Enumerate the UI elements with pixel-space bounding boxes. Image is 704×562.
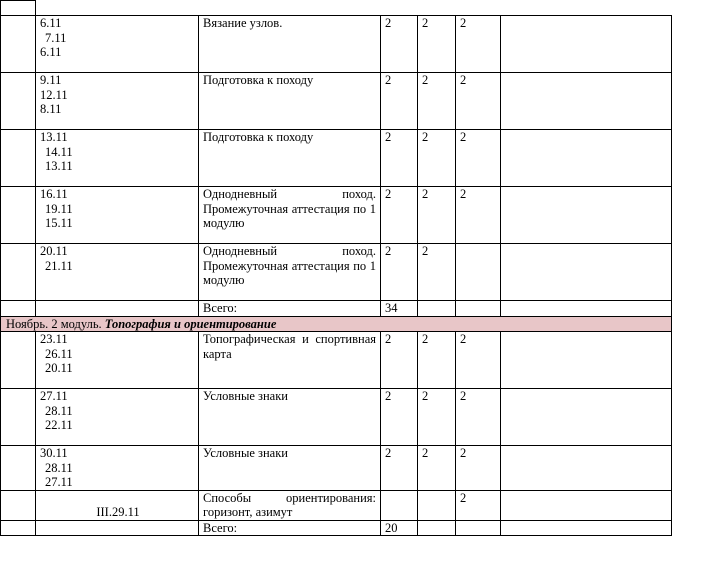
date: 13.11 xyxy=(45,159,73,173)
hours-cell: 2 xyxy=(418,446,456,491)
lesson-topic: Способы ориентирования: горизонт, азимут xyxy=(199,490,381,520)
date: 26.11 xyxy=(45,346,73,361)
lesson-dates xyxy=(36,130,199,187)
hours-cell: 2 xyxy=(418,130,456,187)
cell-empty xyxy=(456,520,501,536)
notes-cell xyxy=(501,16,672,73)
total-row xyxy=(1,520,672,536)
hours-cell: 2 xyxy=(418,389,456,446)
hours-cell: 2 xyxy=(456,389,501,446)
hours-cell xyxy=(456,244,501,301)
date: 6.11 xyxy=(40,16,62,30)
lesson-topic: Однодневный поход. Промежуточная аттестация по 1 модулю xyxy=(199,187,381,244)
date: 27.11 xyxy=(40,389,68,403)
lesson-dates xyxy=(36,332,199,389)
date: 28.11 xyxy=(45,460,73,475)
cell-empty xyxy=(456,301,501,317)
lesson-topic: Вязание узлов. xyxy=(199,16,381,73)
hours-cell: 2 xyxy=(381,73,418,130)
cell-num xyxy=(1,301,36,317)
lesson-topic: Однодневный поход. Промежуточная аттестация по 1 модулю xyxy=(199,244,381,301)
hours-cell: 2 xyxy=(381,187,418,244)
cell-num xyxy=(1,73,36,130)
date: 8.11 xyxy=(40,102,62,116)
date: 12.11 xyxy=(40,87,68,102)
cell-empty xyxy=(36,1,672,16)
date: 15.11 xyxy=(45,216,73,230)
hours-cell: 2 xyxy=(381,332,418,389)
date: 22.11 xyxy=(45,418,73,432)
section-header-row xyxy=(1,316,672,332)
cell-empty xyxy=(36,301,199,317)
hours-cell xyxy=(418,490,456,520)
table-row xyxy=(1,187,672,244)
notes-cell xyxy=(501,446,672,491)
cell-num xyxy=(1,16,36,73)
hours-cell: 2 xyxy=(381,16,418,73)
total-label: Всего: xyxy=(199,520,381,536)
cell-empty xyxy=(1,1,36,16)
hours-cell: 2 xyxy=(456,130,501,187)
hours-cell: 2 xyxy=(418,187,456,244)
hours-cell: 2 xyxy=(418,16,456,73)
hours-cell: 2 xyxy=(418,332,456,389)
hours-cell: 2 xyxy=(456,490,501,520)
section-prefix: Ноябрь. 2 модуль. xyxy=(6,316,102,331)
lesson-dates xyxy=(36,73,199,130)
hours-cell: 2 xyxy=(456,446,501,491)
hours-cell: 2 xyxy=(456,73,501,130)
hours-cell: 2 xyxy=(456,187,501,244)
notes-cell xyxy=(501,130,672,187)
cell-empty xyxy=(36,520,199,536)
date: 16.11 xyxy=(40,187,68,201)
date: 7.11 xyxy=(45,30,67,45)
lesson-dates xyxy=(36,244,199,301)
hours-cell: 2 xyxy=(381,244,418,301)
table-row xyxy=(1,332,672,389)
table-row xyxy=(1,244,672,301)
notes-cell xyxy=(501,389,672,446)
date: 21.11 xyxy=(45,258,73,273)
cell-num xyxy=(1,187,36,244)
date: 28.11 xyxy=(45,403,73,418)
notes-cell xyxy=(501,490,672,520)
date: 27.11 xyxy=(45,475,73,489)
cell-num xyxy=(1,389,36,446)
hours-cell: 2 xyxy=(381,389,418,446)
table-row xyxy=(1,490,672,520)
total-value: 34 xyxy=(381,301,418,317)
header-stub-row xyxy=(1,1,672,16)
hours-cell: 2 xyxy=(456,16,501,73)
lesson-topic: Условные знаки xyxy=(199,446,381,491)
lesson-dates xyxy=(36,16,199,73)
lesson-topic: Условные знаки xyxy=(199,389,381,446)
hours-cell: 2 xyxy=(418,244,456,301)
lesson-topic: Подготовка к походу xyxy=(199,73,381,130)
date: 9.11 xyxy=(40,73,62,87)
lesson-topic: Топографическая и спортивная карта xyxy=(199,332,381,389)
cell-num xyxy=(1,520,36,536)
cell-empty xyxy=(501,301,672,317)
cell-num xyxy=(1,332,36,389)
date: 20.11 xyxy=(40,244,68,258)
date: 13.11 xyxy=(40,130,68,144)
table-row xyxy=(1,389,672,446)
cell-empty xyxy=(501,520,672,536)
lesson-topic: Подготовка к походу xyxy=(199,130,381,187)
cell-num xyxy=(1,244,36,301)
cell-num xyxy=(1,130,36,187)
notes-cell xyxy=(501,244,672,301)
lesson-dates xyxy=(36,389,199,446)
lesson-dates: III.29.11 xyxy=(36,490,199,520)
cell-empty xyxy=(418,301,456,317)
table-row xyxy=(1,16,672,73)
lesson-dates xyxy=(36,446,199,491)
total-label: Всего: xyxy=(199,301,381,317)
notes-cell xyxy=(501,73,672,130)
section-header xyxy=(1,316,672,332)
table-row xyxy=(1,446,672,491)
total-value: 20 xyxy=(381,520,418,536)
table-row xyxy=(1,130,672,187)
date: 20.11 xyxy=(45,361,73,375)
hours-cell xyxy=(381,490,418,520)
cell-empty xyxy=(418,520,456,536)
lesson-dates xyxy=(36,187,199,244)
hours-cell: 2 xyxy=(381,130,418,187)
notes-cell xyxy=(501,332,672,389)
date: 6.11 xyxy=(40,45,62,59)
table-row xyxy=(1,73,672,130)
cell-num xyxy=(1,490,36,520)
total-row xyxy=(1,301,672,317)
hours-cell: 2 xyxy=(456,332,501,389)
date: 23.11 xyxy=(40,332,68,346)
hours-cell: 2 xyxy=(418,73,456,130)
date: 14.11 xyxy=(45,144,73,159)
cell-num xyxy=(1,446,36,491)
notes-cell xyxy=(501,187,672,244)
hours-cell: 2 xyxy=(381,446,418,491)
date: 19.11 xyxy=(45,201,73,216)
date: 30.11 xyxy=(40,446,68,460)
section-title: Топография и ориентирование xyxy=(104,316,277,331)
